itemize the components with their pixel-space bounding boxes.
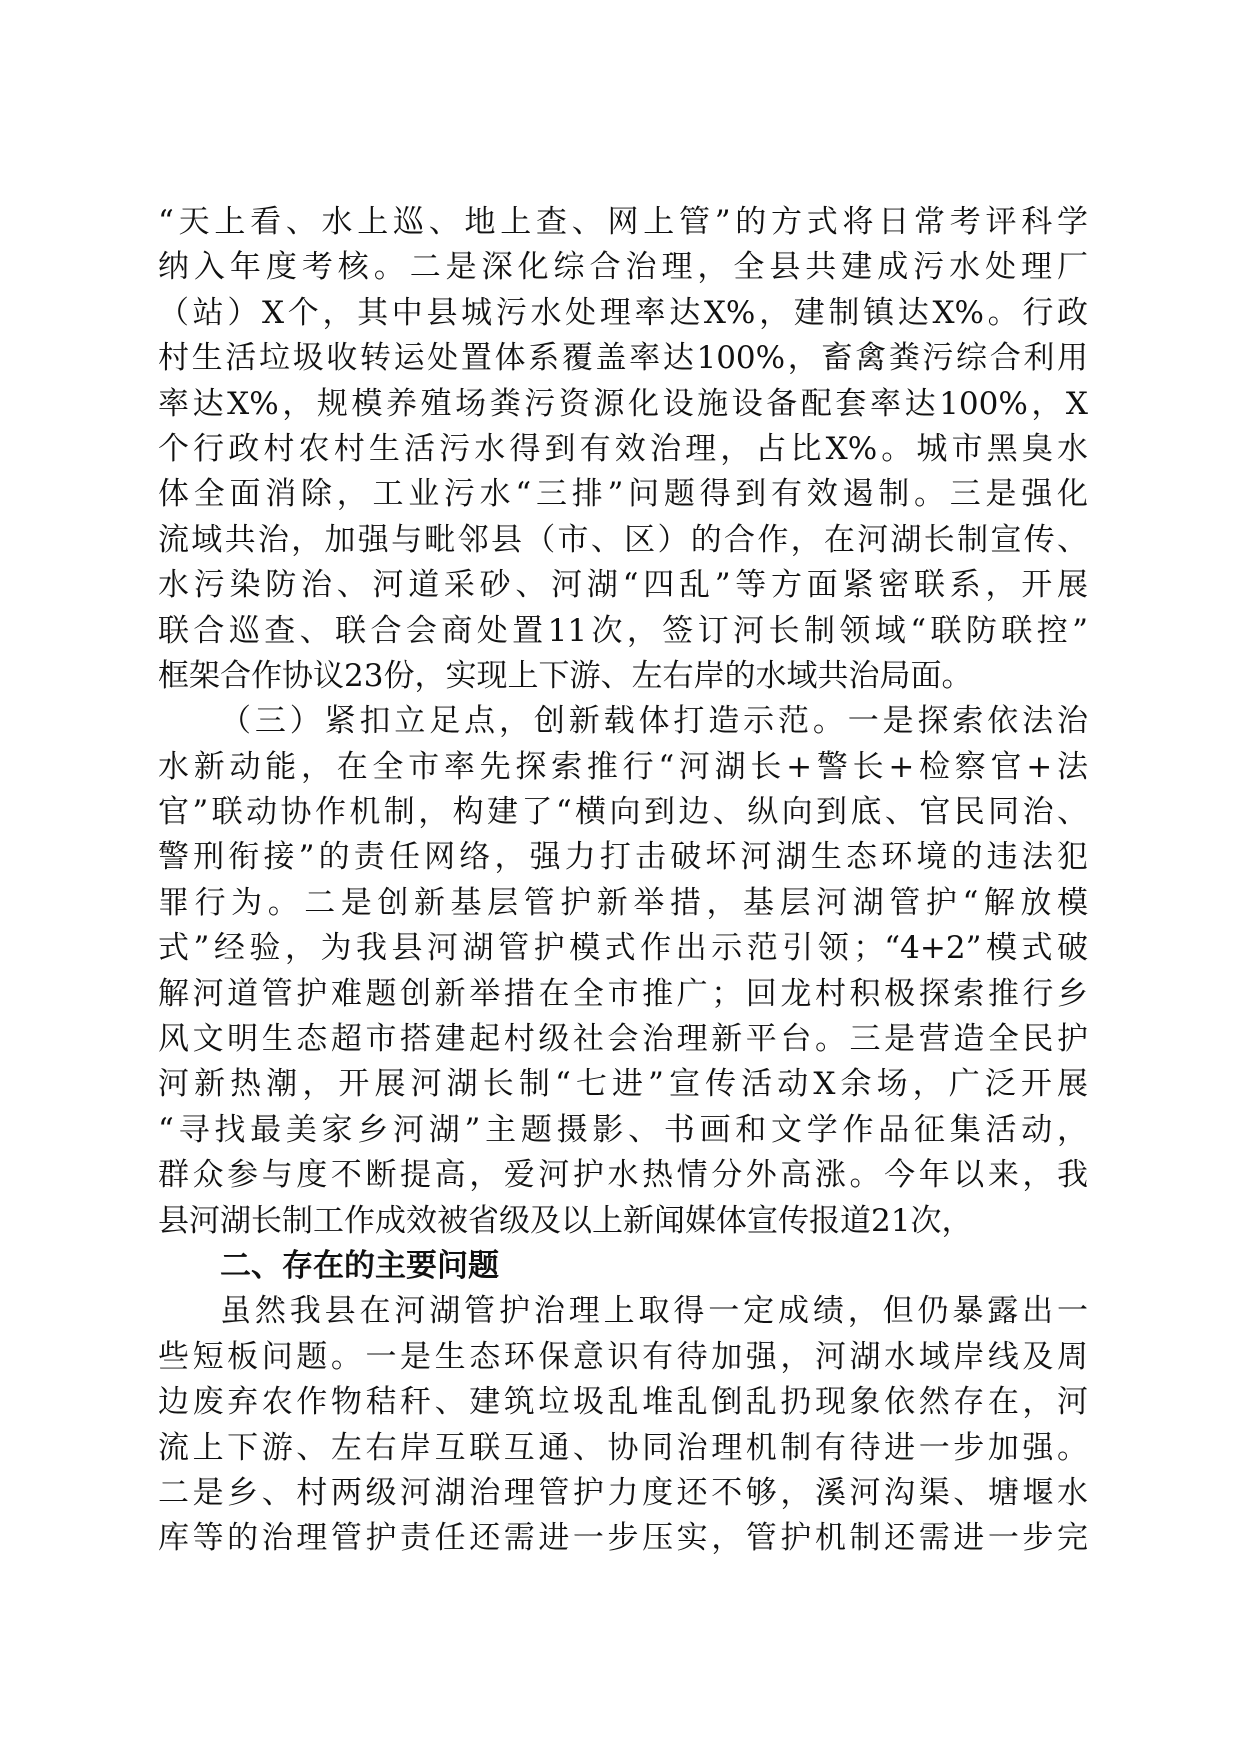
section-heading: 二、存在的主要问题 (220, 1247, 499, 1284)
text-line: 库等的治理管护责任还需进一步压实，管护机制还需进一步完 (158, 1520, 1088, 1557)
text-line: 个行政村农村生活污水得到有效治理，占比X%。城市黑臭水 (158, 430, 1088, 467)
paragraph-1 (158, 200, 1088, 699)
text-line: 风文明生态超市搭建起村级社会治理新平台。三是营造全民护 (158, 1021, 1088, 1058)
text-line: （三）紧扣立足点，创新载体打造示范。一是探索依法治 (220, 703, 1088, 740)
text-line: 纳入年度考核。二是深化综合治理，全县共建成污水处理厂 (158, 249, 1088, 286)
text-line: 式”经验，为我县河湖管护模式作出示范引领；“4+2”模式破 (158, 930, 1088, 967)
text-line: 警刑衔接”的责任网络，强力打击破坏河湖生态环境的违法犯 (158, 839, 1088, 876)
text-line: 二是乡、村两级河湖治理管护力度还不够，溪河沟渠、塘堰水 (158, 1474, 1088, 1511)
text-line: 些短板问题。一是生态环保意识有待加强，河湖水域岸线及周 (158, 1338, 1088, 1375)
text-line: 河新热潮，开展河湖长制“七进”宣传活动X余场，广泛开展 (158, 1066, 1088, 1103)
text-line: 框架合作协议23份，实现上下游、左右岸的水域共治局面。 (158, 657, 973, 694)
text-line: 流上下游、左右岸互联互通、协同治理机制有待进一步加强。 (158, 1429, 1088, 1466)
text-line: （站）X个，其中县城污水处理率达X%，建制镇达X%。行政 (158, 294, 1088, 331)
text-line: 官”联动协作机制，构建了“横向到边、纵向到底、官民同治、 (158, 794, 1088, 831)
text-line: 解河道管护难题创新举措在全市推广；回龙村积极探索推行乡 (158, 975, 1088, 1012)
text-line: 村生活垃圾收转运处置体系覆盖率达100%，畜禽粪污综合利用 (158, 340, 1088, 377)
text-line: “寻找最美家乡河湖”主题摄影、书画和文学作品征集活动， (158, 1111, 1088, 1148)
text-line: 罪行为。二是创新基层管护新举措，基层河湖管护“解放模 (158, 884, 1088, 921)
text-line: 边废弃农作物秸秆、建筑垃圾乱堆乱倒乱扔现象依然存在，河 (158, 1384, 1088, 1421)
paragraph-3 (158, 1289, 1088, 1561)
text-line: 联合巡查、联合会商处置11次，签订河长制领域“联防联控” (158, 612, 1088, 649)
text-line: 水新动能，在全市率先探索推行“河湖长+警长+检察官+法 (158, 748, 1088, 785)
text-line: 率达X%，规模养殖场粪污资源化设施设备配套率达100%，X (158, 385, 1088, 422)
text-line: 水污染防治、河道采砂、河湖“四乱”等方面紧密联系，开展 (158, 567, 1088, 604)
text-line: “天上看、水上巡、地上查、网上管”的方式将日常考评科学 (158, 204, 1088, 240)
text-line: 体全面消除，工业污水“三排”问题得到有效遏制。三是强化 (158, 476, 1088, 513)
text-line: 流域共治，加强与毗邻县（市、区）的合作，在河湖长制宣传、 (158, 521, 1088, 558)
text-line: 虽然我县在河湖管护治理上取得一定成绩，但仍暴露出一 (220, 1293, 1088, 1330)
text-line: 县河湖长制工作成效被省级及以上新闻媒体宣传报道21次， (158, 1202, 973, 1239)
paragraph-2 (158, 699, 1088, 1244)
body-text (158, 200, 1088, 1562)
text-line: 群众参与度不断提高，爱河护水热情分外高涨。今年以来，我 (158, 1157, 1088, 1194)
